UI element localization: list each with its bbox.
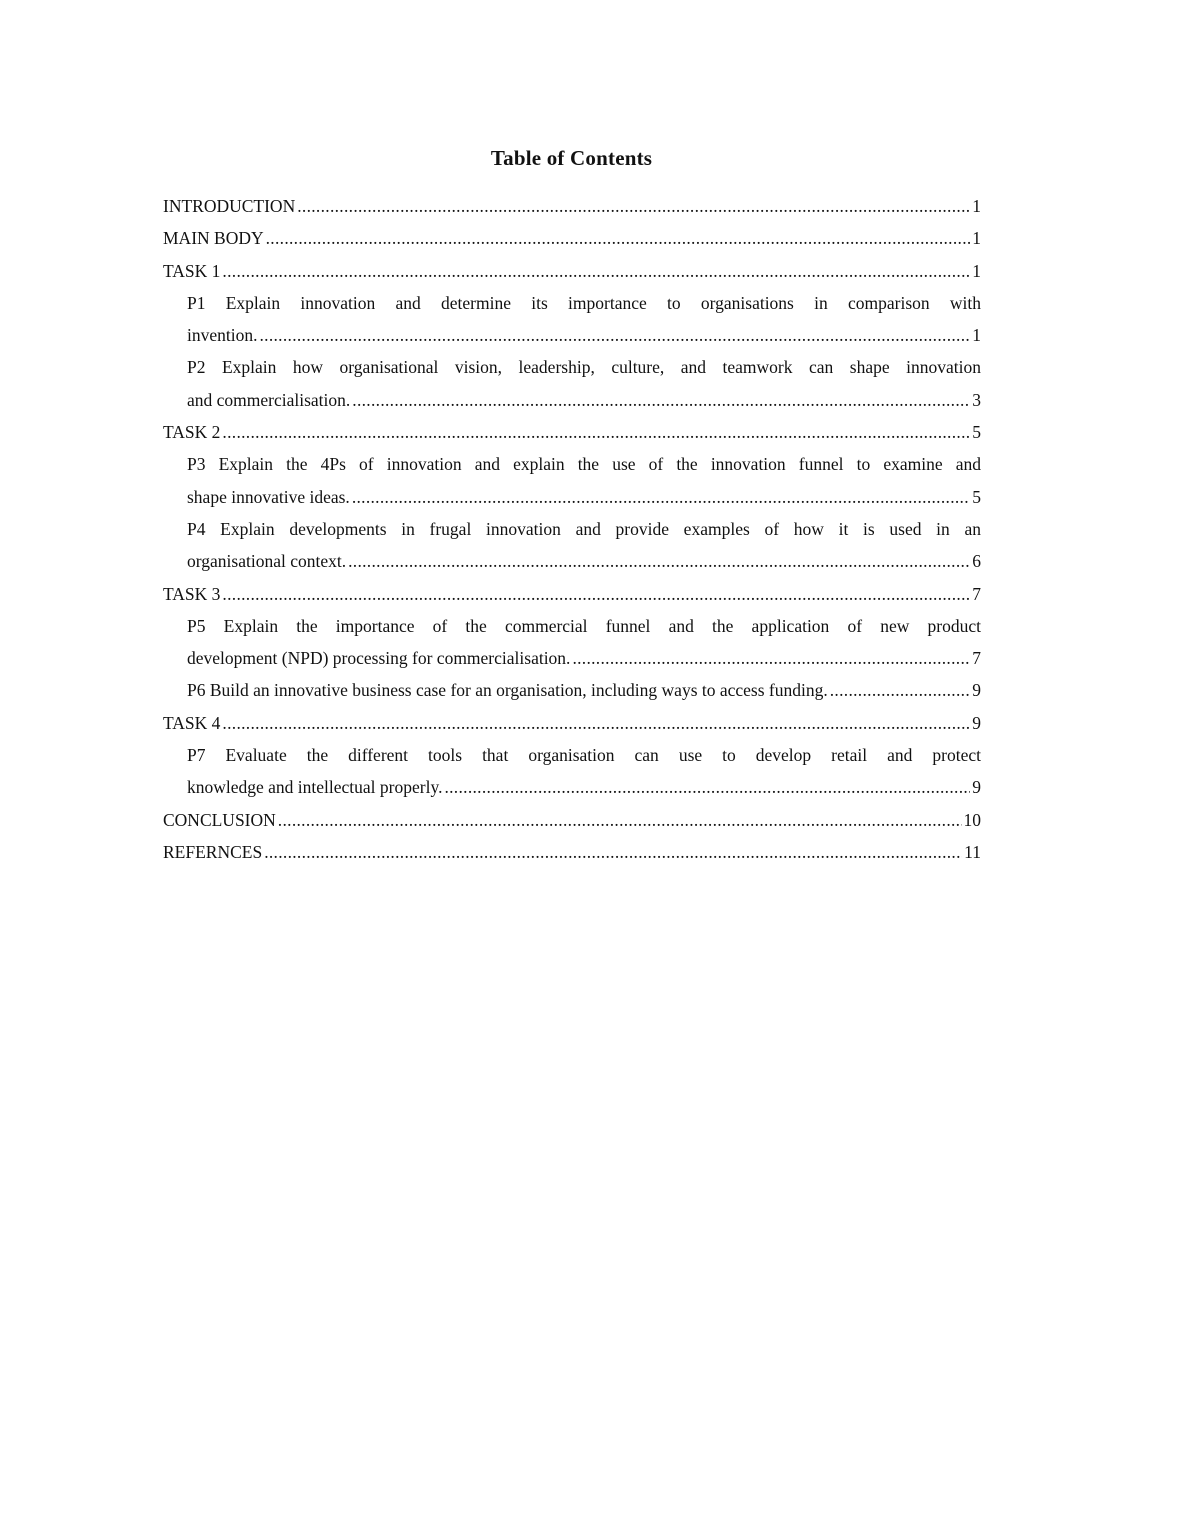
toc-entry[interactable] xyxy=(163,448,981,513)
toc-entry-line xyxy=(163,255,981,287)
page-number: 1 xyxy=(972,260,981,281)
dot-leader xyxy=(278,804,962,836)
dot-leader xyxy=(297,190,970,222)
toc-entry-text: P5 Explain the importance of the commercial funnel and the application of new product xyxy=(187,615,981,636)
toc-entry[interactable] xyxy=(163,836,981,868)
toc-entry-label: P6 Build an innovative business case for an organisation, including ways to access funding. xyxy=(187,680,828,701)
toc-entry[interactable] xyxy=(163,674,981,706)
page-number: 3 xyxy=(972,389,981,410)
toc-entry-line xyxy=(163,836,981,868)
page-number: 7 xyxy=(972,583,981,604)
toc-entry-line xyxy=(163,804,981,836)
toc-entry-label: and commercialisation. xyxy=(187,389,351,410)
toc-entry[interactable] xyxy=(163,351,981,416)
toc-entry-label: TASK 1 xyxy=(163,260,221,281)
dot-leader xyxy=(572,642,970,674)
toc-entry-label: INTRODUCTION xyxy=(163,196,296,216)
page-number: 11 xyxy=(964,841,981,862)
toc-entry-text: P3 Explain the 4Ps of innovation and explain the use of the innovation funnel to examine and xyxy=(187,454,981,475)
toc-entry[interactable] xyxy=(163,804,981,836)
toc-entry-line xyxy=(163,481,981,513)
dot-leader xyxy=(264,836,962,868)
toc-entry-label: CONCLUSION xyxy=(163,809,276,830)
toc-entry-text: P4 Explain developments in frugal innovation and provide examples of how it is used in an xyxy=(187,518,981,539)
dot-leader xyxy=(266,222,971,254)
toc-entry-text: P1 Explain innovation and determine its importance to organisations in comparison with xyxy=(187,292,981,313)
toc-entry[interactable] xyxy=(163,255,981,287)
dot-leader xyxy=(259,319,970,351)
dot-leader xyxy=(352,481,970,513)
toc-entry-label: TASK 3 xyxy=(163,583,221,604)
toc-entry[interactable] xyxy=(163,707,981,739)
toc-entry-label: development (NPD) processing for commercialisation. xyxy=(187,648,571,669)
toc-entry[interactable] xyxy=(163,739,981,804)
page-number: 10 xyxy=(963,809,981,830)
toc-entry-label: REFERNCES xyxy=(163,841,263,862)
toc-entry-line xyxy=(163,707,981,739)
page-number: 7 xyxy=(972,648,981,669)
toc-entry-line xyxy=(163,416,981,448)
toc-entry-label: TASK 4 xyxy=(163,712,221,733)
toc-entry[interactable] xyxy=(163,513,981,578)
toc-entry-label: TASK 2 xyxy=(163,422,221,443)
page-number: 1 xyxy=(972,228,981,249)
toc-entry-line xyxy=(163,384,981,416)
page-number: 5 xyxy=(972,486,981,507)
toc-entry-line xyxy=(163,642,981,674)
toc-entry-line xyxy=(163,545,981,577)
toc-entry-line xyxy=(163,771,981,803)
page-number: 6 xyxy=(972,551,981,572)
toc-entry-label: shape innovative ideas. xyxy=(187,486,350,507)
toc-title: Table of Contents xyxy=(490,146,653,170)
table-of-contents xyxy=(163,190,981,868)
dot-leader xyxy=(444,771,970,803)
dot-leader xyxy=(222,707,970,739)
toc-entry[interactable] xyxy=(163,610,981,675)
dot-leader xyxy=(222,255,970,287)
page-number: 9 xyxy=(972,712,981,733)
toc-entry[interactable] xyxy=(163,190,981,222)
toc-entry-line xyxy=(163,674,981,706)
toc-entry-label: organisational context. xyxy=(187,551,347,572)
toc-entry-text: P2 Explain how organisational vision, leadership, culture, and teamwork can shape innovation xyxy=(187,357,981,378)
dot-leader xyxy=(830,674,971,706)
page-number: 9 xyxy=(972,680,981,701)
dot-leader xyxy=(348,545,970,577)
toc-entry-line xyxy=(163,578,981,610)
page-number: 9 xyxy=(972,777,981,798)
toc-entry-line xyxy=(163,319,981,351)
page-number: 1 xyxy=(972,325,981,346)
dot-leader xyxy=(222,578,970,610)
toc-entry[interactable] xyxy=(163,416,981,448)
page-number: 1 xyxy=(972,196,981,216)
toc-entry[interactable] xyxy=(163,287,981,352)
toc-entry-label: knowledge and intellectual properly. xyxy=(187,777,443,798)
toc-entry-label: MAIN BODY xyxy=(163,228,264,249)
dot-leader xyxy=(222,416,970,448)
toc-entry-text: P7 Evaluate the different tools that organisation can use to develop retail and protect xyxy=(187,745,981,766)
toc-entry-line xyxy=(163,222,981,254)
page-number: 5 xyxy=(972,422,981,443)
toc-entry-line xyxy=(163,190,981,222)
toc-entry[interactable] xyxy=(163,222,981,254)
dot-leader xyxy=(352,384,970,416)
toc-entry-label: invention. xyxy=(187,325,258,346)
toc-entry[interactable] xyxy=(163,578,981,610)
